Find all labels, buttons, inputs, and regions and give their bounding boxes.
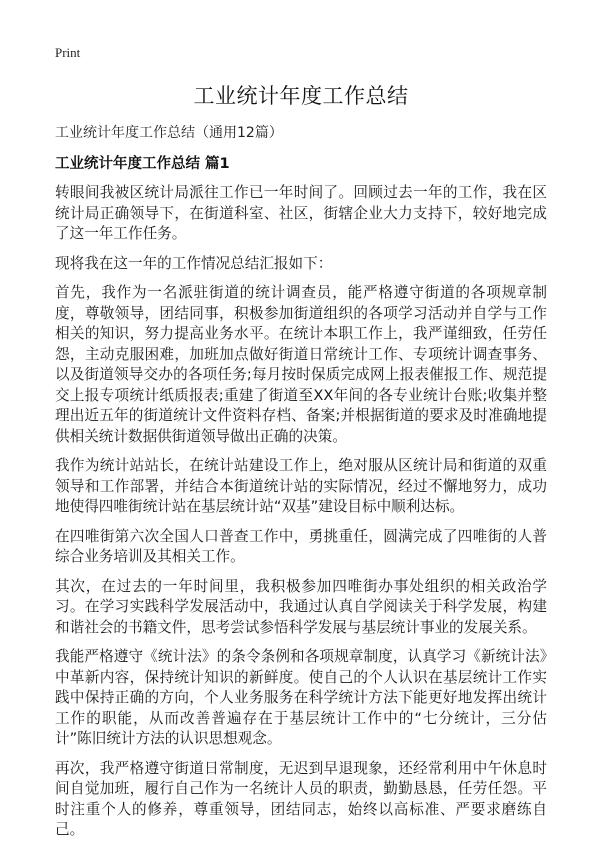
document-subtitle: 工业统计年度工作总结（通用12篇）: [55, 125, 283, 141]
paragraph-6: 其次，在过去的一年时间里，我积极参加四唯街办事处组织的相关政治学习。在学习实践科学发展活动中，我通过认真自学阅读关于科学发展，构建和谐社会的书籍文件，思考尝试参悟科学发展与基层统计事业的发展关系。: [55, 577, 547, 636]
paragraph-8: 再次，我严格遵守街道日常制度，无迟到早退现象，还经常利用中午休息时间自觉加班，履行自己作为一名统计人员的职责，勤勤恳恳，任劳任怨。平时注重个人的修养，尊重领导，团结同志，始终以高标准、严要求磨练自己。: [55, 759, 547, 838]
paragraph-7: 我能严格遵守《统计法》的条令条例和各项规章制度，认真学习《新统计法》中革新内容，保持统计知识的新鲜度。使自己的个人认识在基层统计工作实践中保持正确的方向，个人业务服务在科学统计方法下能更好地发挥出统计工作的职能，从而改善普遍存在于基层统计工作中的“七分统计，三分估计”陈旧统计方法的认识思想观念。: [55, 648, 547, 747]
print-label: Print: [55, 45, 81, 60]
paragraph-3: 首先，我作为一名派驻街道的统计调查员，能严格遵守街道的各项规章制度，尊敬领导，团结同事，积极参加街道组织的各项学习活动并自学与工作相关的知识，努力提高业务水平。在统计本职工作上，我严谨细致，任劳任怨，主动克服困难，加班加点做好街道日常统计工作、专项统计调查事务、以及街道领导交办的各项任务;每月按时保质完成网上报表催报工作、规范提交上报专项统计纸质报表;重建了街道至XX年间的各专业统计台账;收集并整理出近五年的街道统计文件资料存档、备案;并根据街道的要求及时准确地提供相关统计数据供街道领导做出正确的决策。: [55, 284, 547, 445]
paragraph-4: 我作为统计站站长，在统计站建设工作上，绝对服从区统计局和街道的双重领导和工作部署，并结合本街道统计站的实际情况，经过不懈地努力，成功地使得四唯街统计站在基层统计站“双基”建设目标中顺利达标。: [55, 457, 547, 515]
document-title: 工业统计年度工作总结: [193, 84, 409, 108]
paragraph-1: 转眼间我被区统计局派往工作已一年时间了。回顾过去一年的工作，我在区统计局正确领导下，在街道科室、社区，街辖企业大力支持下，较好地完成了这一年工作任务。: [55, 184, 547, 242]
paragraph-2: 现将我在这一年的工作情况总结汇报如下：: [55, 254, 333, 272]
paragraph-5: 在四唯街第六次全国人口普查工作中，勇挑重任，圆满完成了四唯街的人普综合业务培训及其相关工作。: [55, 527, 547, 565]
section-heading: 工业统计年度工作总结 篇1: [55, 156, 230, 172]
document-page: [55, 44, 547, 841]
document-body: [55, 183, 547, 841]
